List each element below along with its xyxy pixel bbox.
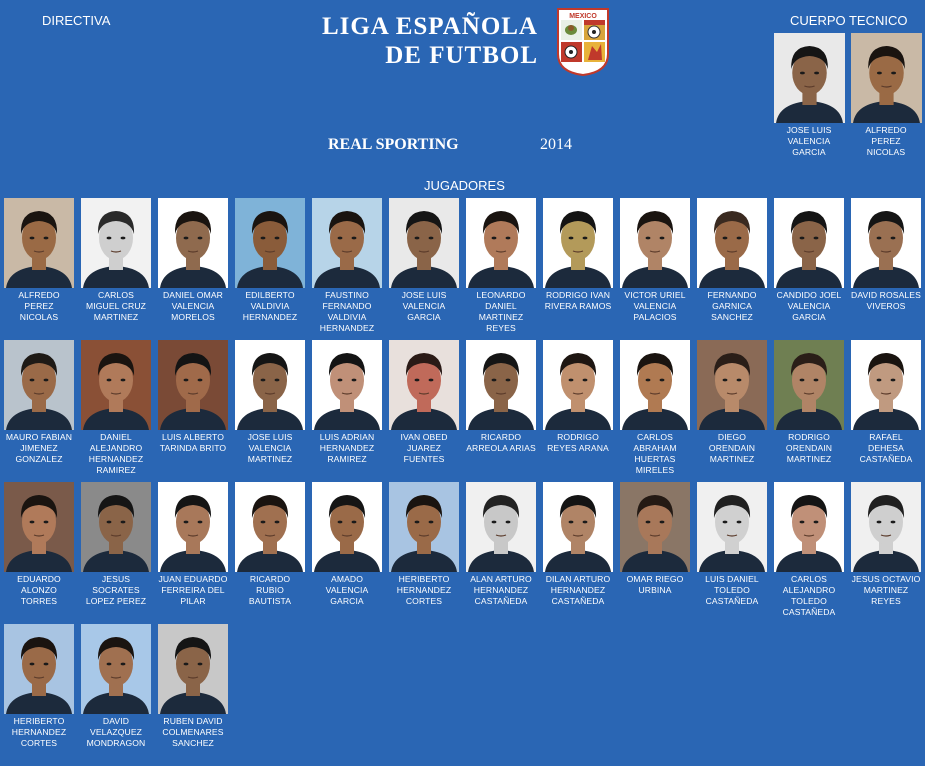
player-card [774,482,844,618]
player-name: JOSE LUIS VALENCIA MARTINEZ [247,432,293,464]
player-photo [543,198,613,288]
player-card [158,482,228,607]
player-card [851,340,921,465]
player-card [620,198,690,323]
player-name: EDILBERTO VALDIVIA HERNANDEZ [242,290,298,322]
player-card [543,198,613,312]
player-name: JOSE LUIS VALENCIA GARCIA [401,290,447,322]
player-card [158,340,228,454]
player-card [312,482,382,607]
crest-text: MEXICO [569,13,597,20]
staff-card [774,33,844,158]
player-photo [466,482,536,572]
player-photo [81,482,151,572]
player-name: DAVID ROSALES VIVEROS [851,290,921,311]
player-card [81,198,151,323]
player-name: LUIS DANIEL TOLEDO CASTAÑEDA [705,574,759,606]
player-name: DIEGO ORENDAIN MARTINEZ [708,432,756,464]
player-card [81,340,151,476]
staff-photo [851,33,922,123]
team-year: 2014 [540,136,572,153]
player-photo [851,482,921,572]
player-card [774,340,844,465]
player-photo [466,340,536,430]
player-name: IVAN OBED JUAREZ FUENTES [400,432,448,464]
league-title-line1: LIGA ESPAÑOLA [321,13,538,40]
league-title [286,12,538,70]
player-card [235,340,305,465]
crest-icon [557,8,609,76]
staff-photo [774,33,845,123]
player-card [389,340,459,465]
player-card [697,198,767,323]
player-name: HERIBERTO HERNANDEZ CORTES [11,716,67,748]
player-photo [774,340,844,430]
player-name: CARLOS ALEJANDRO TOLEDO CASTAÑEDA [782,574,836,617]
player-card [235,482,305,607]
player-photo [4,340,74,430]
player-photo [4,624,74,714]
player-card [543,340,613,454]
player-name: ALFREDO PEREZ NICOLAS [18,290,60,322]
player-name: JUAN EDUARDO FERREIRA DEL PILAR [158,574,228,606]
directiva-label: DIRECTIVA [42,13,111,28]
player-name: RODRIGO IVAN RIVERA RAMOS [544,290,612,311]
player-card [466,482,536,607]
player-card [158,198,228,323]
player-photo [697,198,767,288]
player-photo [466,198,536,288]
player-photo [620,340,690,430]
staff-name: ALFREDO PEREZ NICOLAS [865,125,907,157]
player-photo [620,482,690,572]
player-card [466,198,536,334]
player-name: ALAN ARTURO HERNANDEZ CASTAÑEDA [470,574,532,606]
player-name: DAVID VELAZQUEZ MONDRAGON [86,716,146,748]
player-name: FERNANDO GARNICA SANCHEZ [707,290,757,322]
player-photo [158,340,228,430]
player-card [235,198,305,323]
player-card [4,198,74,323]
player-name: RICARDO RUBIO BAUTISTA [248,574,292,606]
player-photo [697,482,767,572]
player-card [4,340,74,465]
player-card [158,624,228,749]
player-photo [81,340,151,430]
player-card [620,482,690,596]
player-card [851,482,921,607]
player-name: EDUARDO ALONZO TORRES [17,574,61,606]
player-name: RODRIGO REYES ARANA [547,432,609,453]
player-name: DANIEL OMAR VALENCIA MORELOS [163,290,223,322]
player-photo [312,340,382,430]
player-card [81,624,151,749]
player-name: JESUS SOCRATES LOPEZ PEREZ [85,574,147,606]
player-photo [312,482,382,572]
player-name: LUIS ADRIAN HERNANDEZ RAMIREZ [319,432,375,464]
player-name: HERIBERTO HERNANDEZ CORTES [396,574,452,606]
player-name: CARLOS MIGUEL CRUZ MARTINEZ [86,290,146,322]
player-photo [543,340,613,430]
player-name: OMAR RIEGO URBINA [626,574,684,595]
player-name: CANDIDO JOEL VALENCIA GARCIA [776,290,842,322]
cuerpo-tecnico-label: CUERPO TECNICO [790,13,908,28]
player-name: LUIS ALBERTO TARINDA BRITO [159,432,227,453]
league-crest-logo [557,8,609,76]
player-card [851,198,921,312]
player-photo [774,198,844,288]
player-photo [851,198,921,288]
staff-card [851,33,921,158]
player-photo [389,198,459,288]
player-photo [620,198,690,288]
player-card [312,198,382,334]
player-photo [81,624,151,714]
staff-name: JOSE LUIS VALENCIA GARCIA [786,125,832,157]
player-photo [774,482,844,572]
player-photo [235,198,305,288]
player-name: VICTOR URIEL VALENCIA PALACIOS [624,290,686,322]
player-card [312,340,382,465]
league-title-line2: DE FUTBOL [385,42,538,69]
player-photo [158,482,228,572]
player-name: MAURO FABIAN JIMENEZ GONZALEZ [5,432,73,464]
player-name: JESUS OCTAVIO MARTINEZ REYES [851,574,921,606]
player-photo [697,340,767,430]
player-name: RICARDO ARREOLA ARIAS [466,432,536,453]
player-name: LEONARDO DANIEL MARTINEZ REYES [476,290,526,333]
player-name: DANIEL ALEJANDRO HERNANDEZ RAMIREZ [88,432,144,475]
player-name: FAUSTINO FERNANDO VALDIVIA HERNANDEZ [319,290,375,333]
player-photo [158,624,228,714]
player-card [620,340,690,476]
player-card [774,198,844,323]
player-card [4,482,74,607]
player-photo [851,340,921,430]
player-photo [312,198,382,288]
player-card [697,482,767,607]
player-card [543,482,613,607]
player-name: DILAN ARTURO HERNANDEZ CASTAÑEDA [545,574,611,606]
player-card [389,198,459,323]
player-photo [389,340,459,430]
player-name: AMADO VALENCIA GARCIA [325,574,369,606]
player-photo [4,198,74,288]
player-photo [158,198,228,288]
player-photo [4,482,74,572]
player-card [697,340,767,465]
player-name: CARLOS ABRAHAM HUERTAS MIRELES [633,432,677,475]
player-card [389,482,459,607]
player-name: RUBEN DAVID COLMENARES SANCHEZ [162,716,224,748]
player-card [81,482,151,607]
players-heading: JUGADORES [424,178,505,193]
player-name: RAFAEL DEHESA CASTAÑEDA [859,432,913,464]
player-photo [235,340,305,430]
player-photo [543,482,613,572]
player-photo [389,482,459,572]
player-name: RODRIGO ORENDAIN MARTINEZ [785,432,833,464]
player-card [4,624,74,749]
player-card [466,340,536,454]
player-photo [235,482,305,572]
team-name: REAL SPORTING [328,136,459,153]
player-photo [81,198,151,288]
